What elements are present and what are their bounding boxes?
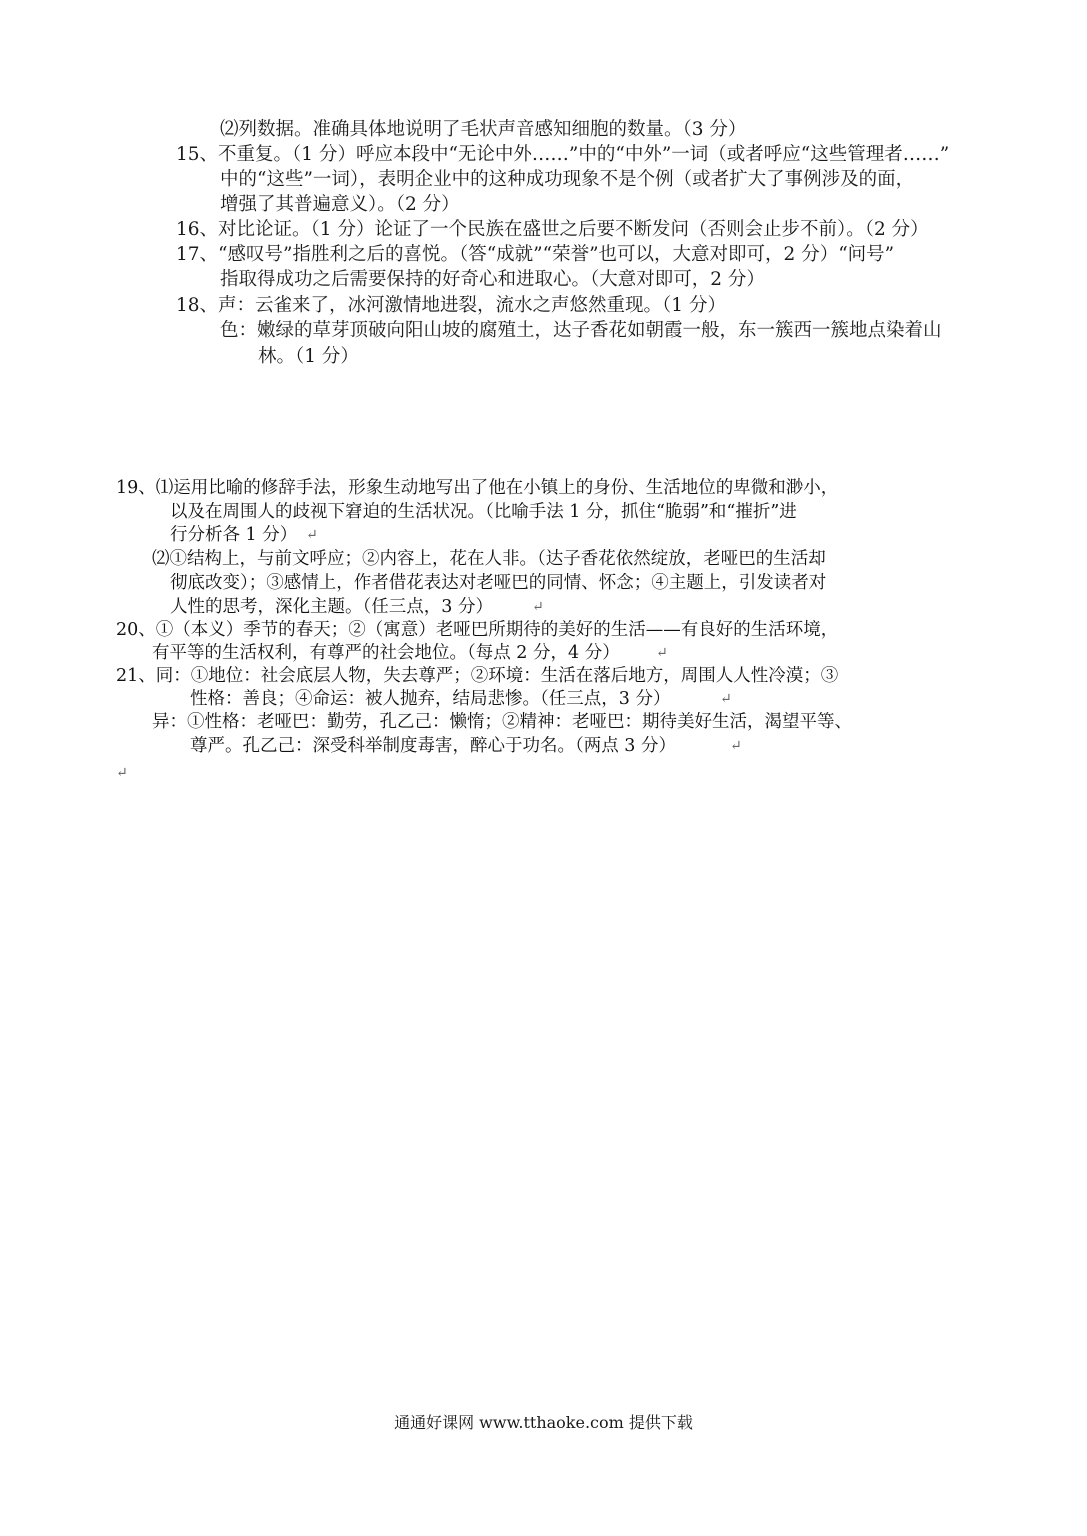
answer-15-line-1: 15、不重复。（1 分）呼应本段中“无论中外……”中的“中外”一词（或者呼应“这些管理者……” bbox=[176, 144, 950, 165]
answer-20-line-2: 有平等的生活权利，有尊严的社会地位。（每点 2 分，4 分） bbox=[152, 643, 620, 663]
paragraph-mark-icon: ↵ bbox=[532, 599, 544, 615]
paragraph-mark-icon: ↵ bbox=[116, 765, 128, 781]
answer-18-line-1: 18、声：云雀来了，冰河激情地进裂，流水之声悠然重现。（1 分） bbox=[176, 295, 726, 316]
answer-20-line-1: 20、①（本义）季节的春天；②（寓意）老哑巴所期待的美好的生活——有良好的生活环境， bbox=[116, 620, 839, 640]
paragraph-mark-icon: ↵ bbox=[720, 691, 732, 707]
answer-18-line-2: 色：嫩绿的草芽顶破向阳山坡的腐殖土，达子香花如朝霞一般，东一簇西一簇地点染着山 bbox=[220, 320, 942, 341]
paragraph-mark-icon: ↵ bbox=[306, 527, 318, 543]
answer-19-2-line-2: 彻底改变）；③感情上，作者借花表达对老哑巴的同情、怀念；④主题上，引发读者对 bbox=[170, 573, 827, 593]
answer-19-1-line-3: 行分析各 1 分） bbox=[170, 525, 298, 545]
answer-17-line-1: 17、“感叹号”指胜利之后的喜悦。（答“成就”“荣誉”也可以，大意对即可，2 分）“问号” bbox=[176, 244, 895, 265]
answer-21-same-line-1: 21、同：①地位：社会底层人物，失去尊严；②环境：生活在落后地方，周围人人性冷漠；③ bbox=[116, 666, 839, 686]
answer-19-2-line-1: ⑵①结构上，与前文呼应；②内容上，花在人非。（达子香花依然绽放，老哑巴的生活却 bbox=[152, 549, 826, 569]
answer-14-2: ⑵列数据。准确具体地说明了毛状声音感知细胞的数量。（3 分） bbox=[220, 119, 747, 140]
answer-19-1-line-1: 19、⑴运用比喻的修辞手法，形象生动地写出了他在小镇上的身份、生活地位的卑微和渺小， bbox=[116, 478, 839, 498]
paragraph-mark-icon: ↵ bbox=[730, 738, 742, 754]
answer-17-line-2: 指取得成功之后需要保持的好奇心和进取心。（大意对即可，2 分） bbox=[220, 269, 765, 290]
answer-19-2-line-3: 人性的思考，深化主题。（任三点，3 分） bbox=[170, 597, 493, 617]
answer-21-diff-line-1: 异：①性格：老哑巴：勤劳，孔乙己：懒惰；②精神：老哑巴：期待美好生活，渴望平等、 bbox=[152, 712, 852, 732]
answer-15-line-2: 中的“这些”一词），表明企业中的这种成功现象不是个例（或者扩大了事例涉及的面， bbox=[220, 169, 915, 190]
answer-21-diff-line-2: 尊严。孔乙己：深受科举制度毒害，醉心于功名。（两点 3 分） bbox=[190, 736, 677, 756]
answer-21-same-line-2: 性格：善良；④命运：被人抛弃，结局悲惨。（任三点，3 分） bbox=[190, 689, 671, 709]
paragraph-mark-icon: ↵ bbox=[656, 645, 668, 661]
footer-source: 通通好课网 www.tthaoke.com 提供下载 bbox=[394, 1413, 693, 1432]
answer-16: 16、对比论证。（1 分）论证了一个民族在盛世之后要不断发问（否则会止步不前）。（2 分） bbox=[176, 219, 929, 240]
answer-18-line-3: 林。（1 分） bbox=[258, 346, 359, 367]
answer-15-line-3: 增强了其普遍意义）。（2 分） bbox=[220, 194, 460, 215]
answer-19-1-line-2: 以及在周围人的歧视下窘迫的生活状况。（比喻手法 1 分，抓住“脆弱”和“摧折”进 bbox=[170, 502, 797, 522]
